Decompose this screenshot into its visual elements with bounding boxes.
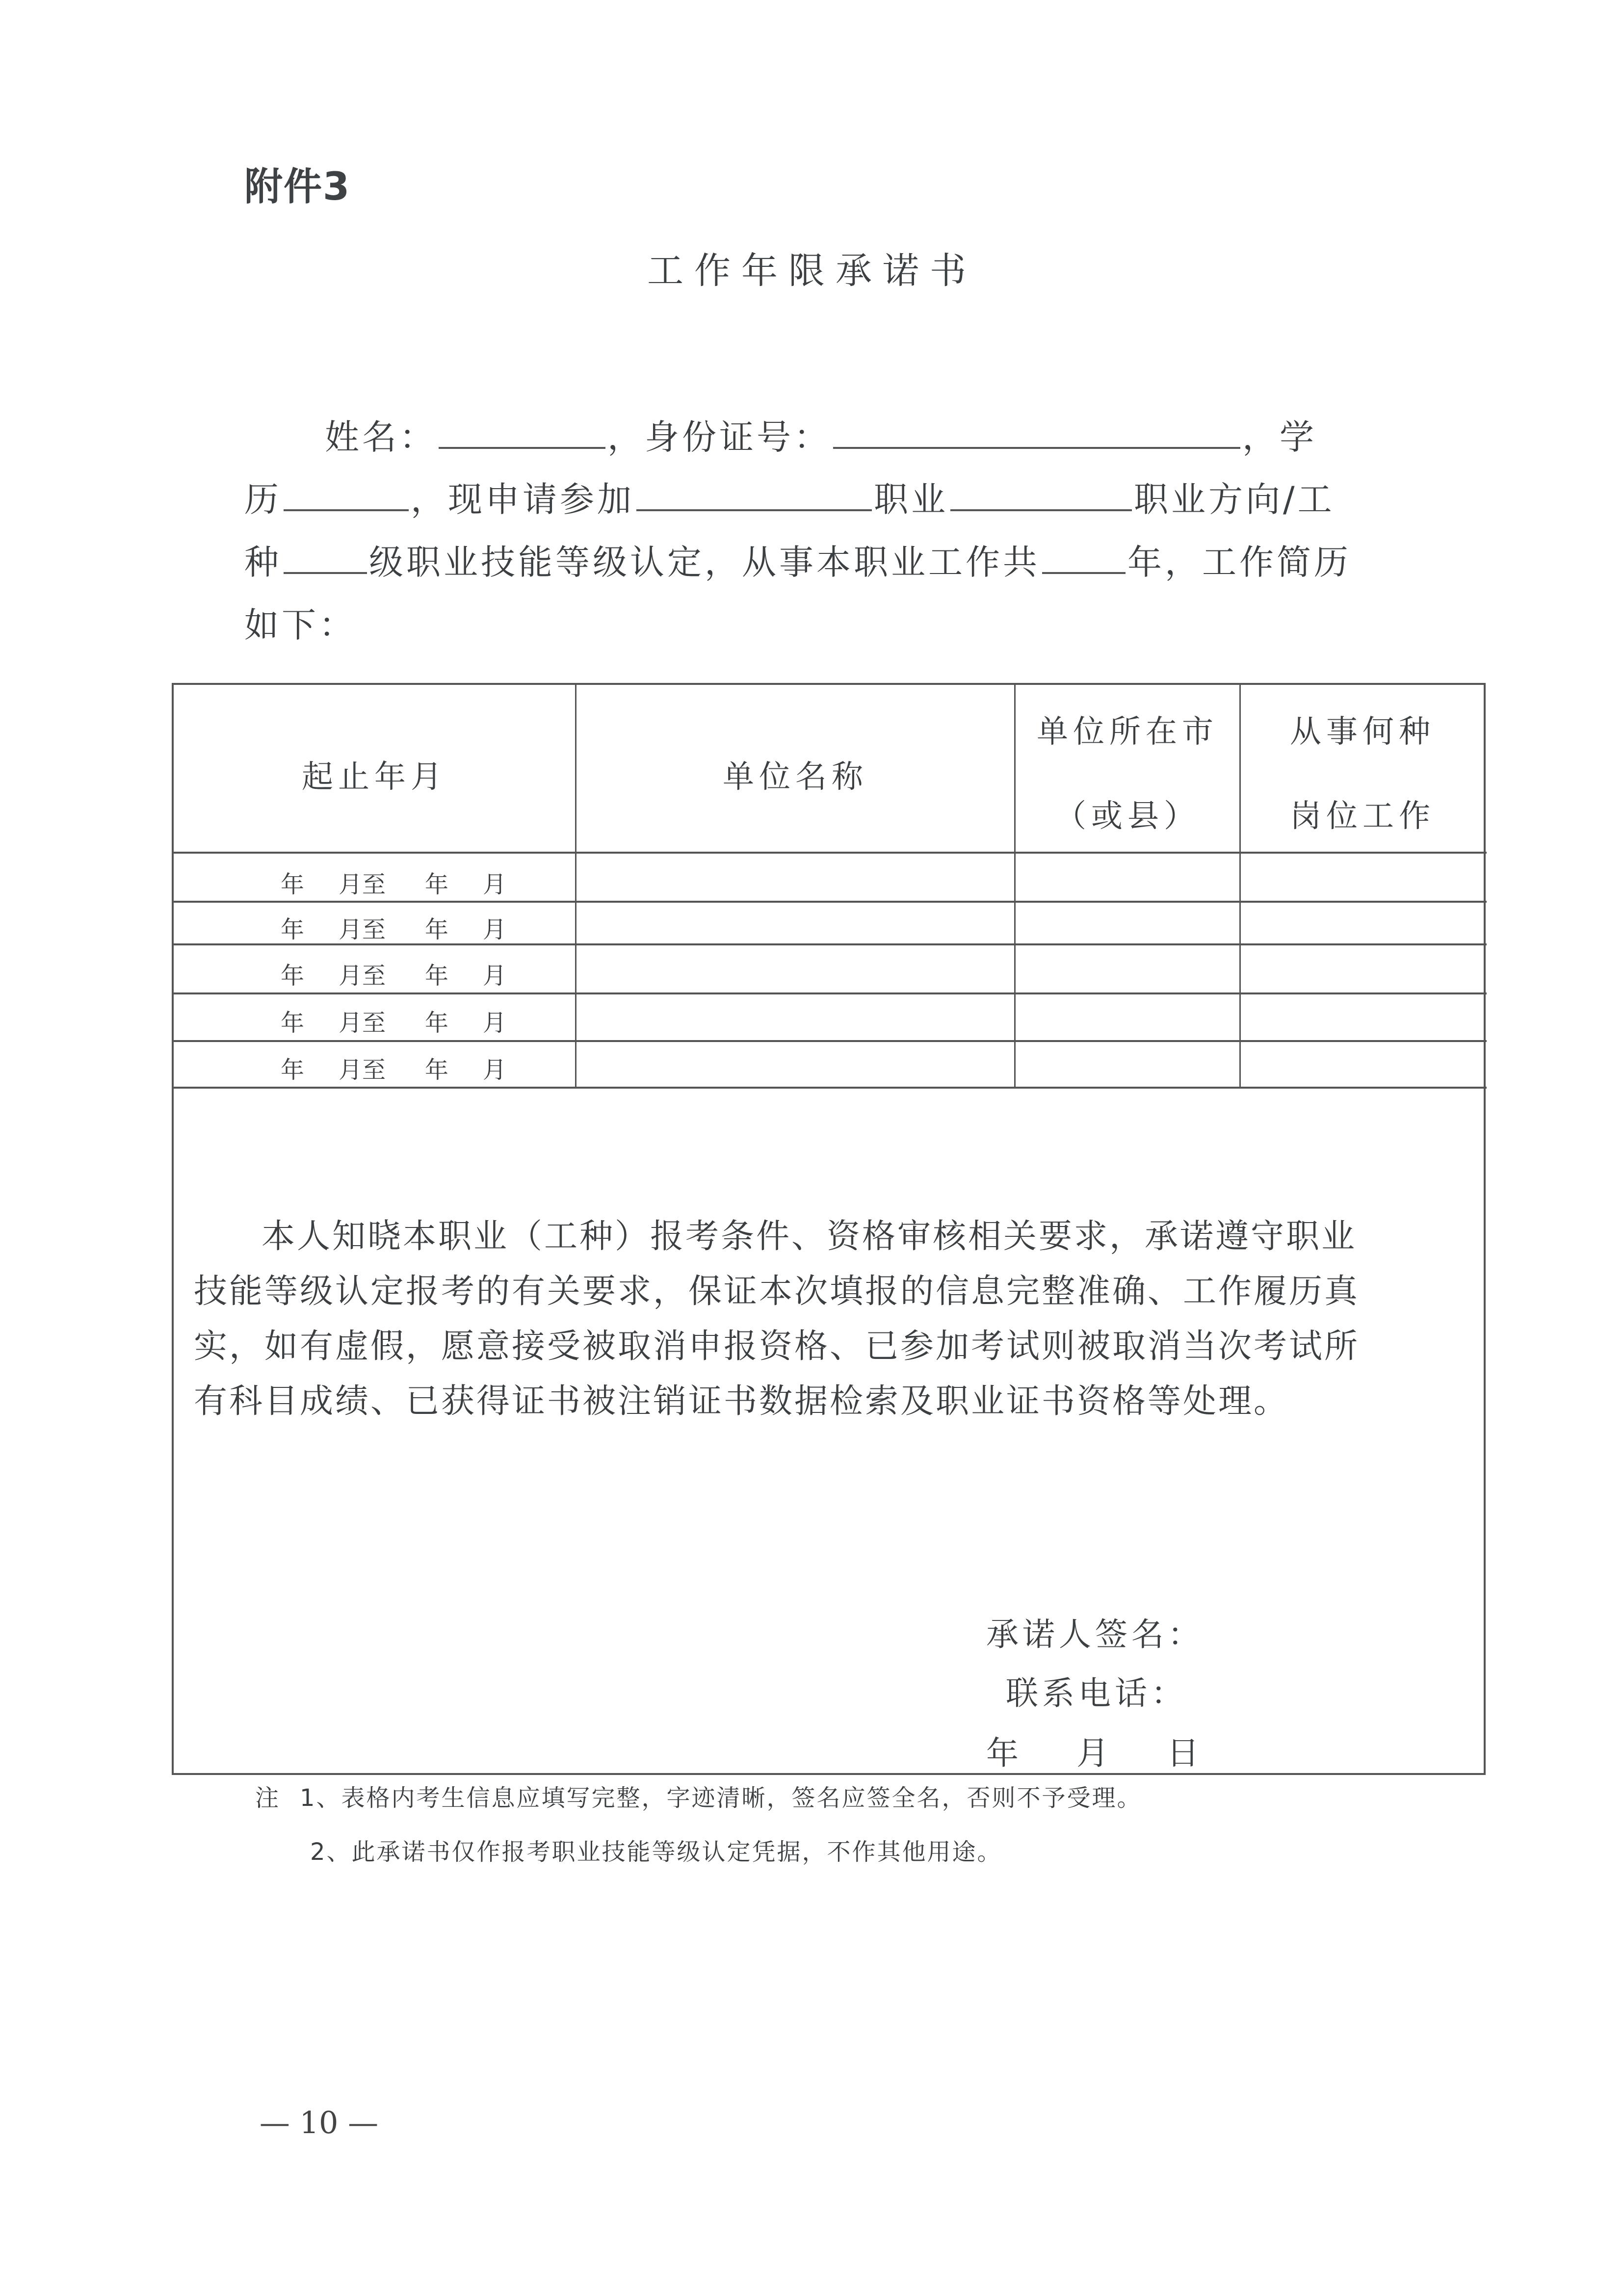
header-location-line1: 单位所在市 <box>1037 714 1218 750</box>
direction-label: 职业方向/工 <box>1134 479 1335 520</box>
end-month-label: 月 <box>483 916 507 943</box>
intro-line-3 <box>244 535 1351 584</box>
start-month-label: 月至 <box>339 1009 386 1037</box>
start-month-label: 月至 <box>339 871 386 898</box>
table-row[interactable] <box>281 1004 506 1038</box>
end-year-label: 年 <box>425 916 449 943</box>
end-year-label: 年 <box>425 1009 449 1037</box>
end-month-label: 月 <box>483 871 507 898</box>
occupation-label: 职业 <box>874 479 948 520</box>
start-month-label: 月至 <box>339 1056 386 1084</box>
signer-label: 承诺人签名： <box>986 1616 1204 1653</box>
header-period: 起止年月 <box>302 759 447 795</box>
note-prefix: 注 <box>255 1784 281 1812</box>
rows-bottom-divider <box>172 1087 1487 1089</box>
education-field[interactable] <box>284 479 409 511</box>
occupation-field[interactable] <box>636 479 872 511</box>
date-month-label: 月 <box>1076 1734 1113 1772</box>
start-year-label: 年 <box>281 1056 305 1084</box>
column-divider <box>575 683 576 1088</box>
pledge-line: 本人知晓本职业（工种）报考条件、资格审核相关要求，承诺遵守职业 <box>262 1217 1357 1256</box>
date-day-label: 日 <box>1167 1734 1203 1772</box>
education-label-start: ，学 <box>1242 417 1317 457</box>
intro-line-2 <box>244 472 1335 522</box>
document-title: 工作年限承诺书 <box>647 250 977 292</box>
table-row[interactable] <box>281 1051 506 1085</box>
level-label: 级职业技能等级认定，从事本职业工作共 <box>369 542 1040 582</box>
pledge-line: 有科目成绩、已获得证书被注销证书数据检索及职业证书资格等处理。 <box>194 1382 1289 1421</box>
start-year-label: 年 <box>281 1009 305 1037</box>
end-month-label: 月 <box>483 962 507 990</box>
start-year-label: 年 <box>281 962 305 990</box>
intro-line-1 <box>325 410 1317 459</box>
occupation-direction-field[interactable] <box>950 479 1132 511</box>
pledge-line: 实，如有虚假，愿意接受被取消申报资格、已参加考试则被取消当次考试所 <box>194 1327 1360 1366</box>
start-month-label: 月至 <box>339 916 386 943</box>
page-number: — 10 — <box>259 2105 379 2140</box>
start-year-label: 年 <box>281 871 305 898</box>
start-month-label: 月至 <box>339 962 386 990</box>
name-label: 姓名： <box>325 417 437 457</box>
apply-label: ，现申请参加 <box>411 479 634 520</box>
start-year-label: 年 <box>281 916 305 943</box>
pledge-line: 技能等级认定报考的有关要求，保证本次填报的信息完整准确、工作履历真 <box>194 1272 1360 1311</box>
row-divider <box>172 992 1487 994</box>
note-1 <box>255 1779 1142 1813</box>
pledge-paragraph <box>194 1209 1469 1429</box>
header-position-line1: 从事何种 <box>1290 714 1435 750</box>
row-divider <box>172 1040 1487 1042</box>
id-number-field[interactable] <box>833 417 1240 449</box>
end-month-label: 月 <box>483 1009 507 1037</box>
header-location-line2: （或县） <box>1055 798 1200 835</box>
phone-label: 联系电话： <box>1006 1674 1187 1712</box>
table-row[interactable] <box>281 911 506 944</box>
years-label: 年，工作简历 <box>1127 542 1351 582</box>
intro-line-4: 如下： <box>244 605 356 645</box>
name-field[interactable] <box>439 417 605 449</box>
id-label: ，身份证号： <box>607 417 831 457</box>
date-line <box>986 1727 1203 1774</box>
end-year-label: 年 <box>425 962 449 990</box>
table-row[interactable] <box>281 865 506 899</box>
end-year-label: 年 <box>425 1056 449 1084</box>
attachment-label: 附件3 <box>244 165 351 209</box>
note-2: 2、此承诺书仅作报考职业技能等级认定凭据，不作其他用途。 <box>310 1838 1002 1866</box>
years-field[interactable] <box>1042 542 1126 574</box>
table-row[interactable] <box>281 957 506 991</box>
note-text: 1、表格内考生信息应填写完整，字迹清晰，签名应签全名，否则不予受理。 <box>300 1784 1142 1812</box>
row-divider <box>172 901 1487 903</box>
header-position-line2: 岗位工作 <box>1290 798 1435 835</box>
type-label: 种 <box>244 542 282 582</box>
level-field[interactable] <box>284 542 367 574</box>
date-year-label: 年 <box>986 1734 1022 1772</box>
education-label-end: 历 <box>244 479 282 520</box>
end-month-label: 月 <box>483 1056 507 1084</box>
header-company: 单位名称 <box>723 759 868 795</box>
header-divider <box>172 852 1487 854</box>
end-year-label: 年 <box>425 871 449 898</box>
